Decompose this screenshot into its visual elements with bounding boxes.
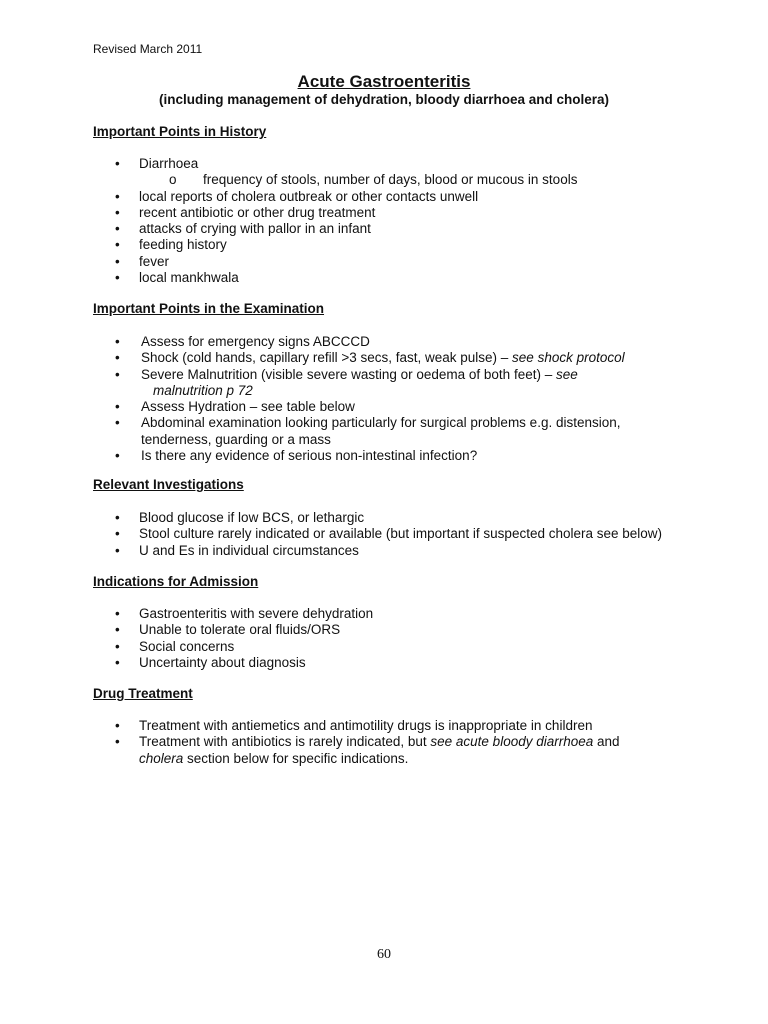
bullet-icon: • [115,606,120,621]
admission-list [0,606,373,671]
bullet-icon: • [115,510,120,525]
list-item: • Diarrhoea [115,156,199,171]
list-item: • Treatment with antiemetics and antimotility drugs is inappropriate in children [115,718,593,733]
investigations-heading: Relevant Investigations [93,477,244,492]
examination-heading: Important Points in the Examination [93,301,325,316]
list-item: • Gastroenteritis with severe dehydration [115,606,374,621]
investigations-list [0,510,662,559]
bullet-icon: • [115,221,120,237]
list-item: • Shock (cold hands, capillary refill >3 secs, fast, weak pulse) – see shock protocol [115,350,625,366]
bullet-icon: • [115,334,120,349]
circle-bullet-icon: o [169,172,177,188]
list-item: • Is there any evidence of serious non-intestinal infection? [115,448,478,464]
list-item: • recent antibiotic or other drug treatment [115,204,376,220]
bullet-icon: • [115,415,120,431]
bullet-icon: • [115,654,120,670]
drug-treatment-list [0,718,620,767]
cholera-reference: cholera [139,750,184,766]
history-list [0,156,577,286]
bullet-icon: • [115,399,120,415]
bullet-icon: • [115,638,120,654]
bullet-icon: • [115,622,120,638]
list-item: • local mankhwala [115,270,239,286]
drug-treatment-heading: Drug Treatment [93,686,193,701]
bullet-icon: • [115,526,120,542]
admission-heading: Indications for Admission [93,574,259,589]
bullet-icon: • [115,253,120,269]
bloody-diarrhoea-reference: see acute bloody diarrhoea [430,734,594,750]
bullet-icon: • [115,237,120,253]
list-item: • Unable to tolerate oral fluids/ORS [115,622,341,638]
bullet-icon: • [115,366,120,382]
list-item: • Blood glucose if low BCS, or lethargic [115,510,365,525]
bullet-icon: • [115,350,120,366]
bullet-icon: • [115,542,120,558]
list-item: • Social concerns [115,638,235,654]
page-number: 60 [377,947,391,962]
list-item: • attacks of crying with pallor in an infant [115,221,371,237]
malnutrition-reference: malnutrition p 72 [153,382,253,398]
examination-list [0,334,625,464]
shock-protocol-reference: see shock protocol [512,350,625,366]
bullet-icon: • [115,204,120,220]
bullet-icon: • [115,448,120,464]
list-item: • Uncertainty about diagnosis [115,654,306,670]
page-title: Acute Gastroenteritis [297,72,471,91]
list-item-continuation: tenderness, guarding or a mass [141,431,331,447]
bullet-icon: • [115,718,120,733]
page-subtitle: (including management of dehydration, bloody diarrhoea and cholera) [158,92,610,107]
list-item: • fever [115,253,170,269]
list-item: • U and Es in individual circumstances [115,542,359,558]
list-item: • Assess for emergency signs ABCCCD [115,334,370,349]
list-item: • Stool culture rarely indicated or available (but important if suspected cholera see below) [115,526,663,542]
list-item-continuation: cholera section below for specific indications. [139,750,409,766]
list-item: • local reports of cholera outbreak or other contacts unwell [115,188,479,204]
sub-list-item: o frequency of stools, number of days, blood or mucous in stools [169,172,578,188]
bullet-icon: • [115,156,120,171]
bullet-icon: • [115,188,120,204]
revision-date: Revised March 2011 [93,42,203,56]
bullet-icon: • [115,734,120,750]
list-item: • Assess Hydration – see table below [115,399,355,415]
list-item: • Severe Malnutrition (visible severe wasting or oedema of both feet) – see [115,366,578,382]
list-item: • Abdominal examination looking particularly for surgical problems e.g. distension, [115,415,621,431]
list-item-continuation [0,383,625,399]
list-item: • feeding history [115,237,227,253]
list-item: • Treatment with antibiotics is rarely indicated, but see acute bloody diarrhoea and [115,734,620,750]
bullet-icon: • [115,270,120,286]
history-heading: Important Points in History [93,124,267,139]
